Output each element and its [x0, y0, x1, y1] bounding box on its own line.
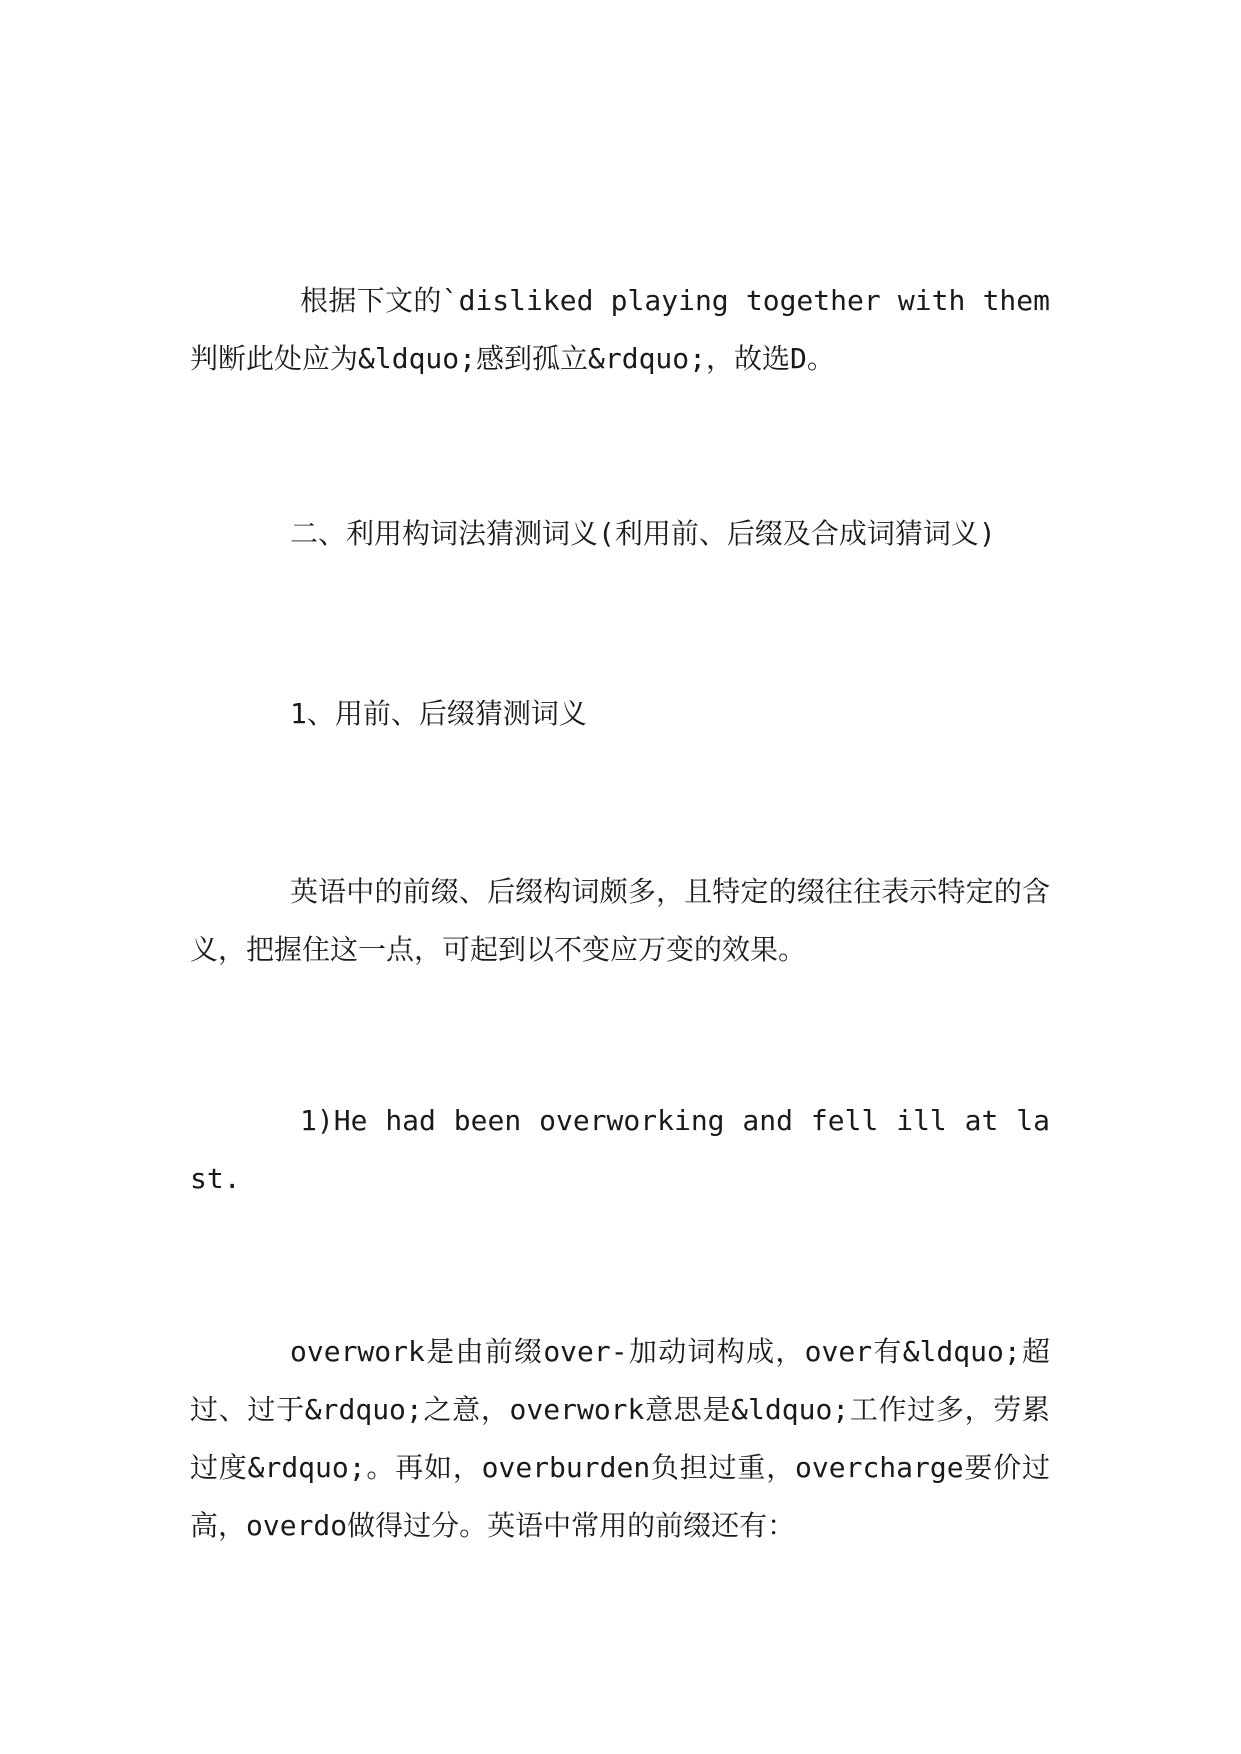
paragraph-context-explanation: 根据下文的`disliked playing together with them判断此处应为&ldquo;感到孤立&rdquo;，故选D。: [190, 284, 1050, 375]
subsection-heading-affixes: 1、用前、后缀猜测词义: [290, 697, 587, 730]
paragraph-affix-intro: 英语中的前缀、后缀构词颇多，且特定的缀往往表示特定的含义，把握住这一点，可起到以不变应万变的效果。: [190, 875, 1050, 966]
section-heading-word-formation: 二、利用构词法猜测词义(利用前、后缀及合成词猜词义): [290, 517, 996, 550]
paragraph-overwork-explanation: overwork是由前缀over-加动词构成，over有&ldquo;超过、过于&rdquo;之意，overwork意思是&ldquo;工作过多，劳累过度&rdquo;。再如，overburden负担过重，overcharge要价过高，overdo做得过分。英语中常用的前缀还有：: [190, 1335, 1050, 1542]
example-sentence-1: 1)He had been overworking and fell ill at last.: [190, 1104, 1050, 1195]
